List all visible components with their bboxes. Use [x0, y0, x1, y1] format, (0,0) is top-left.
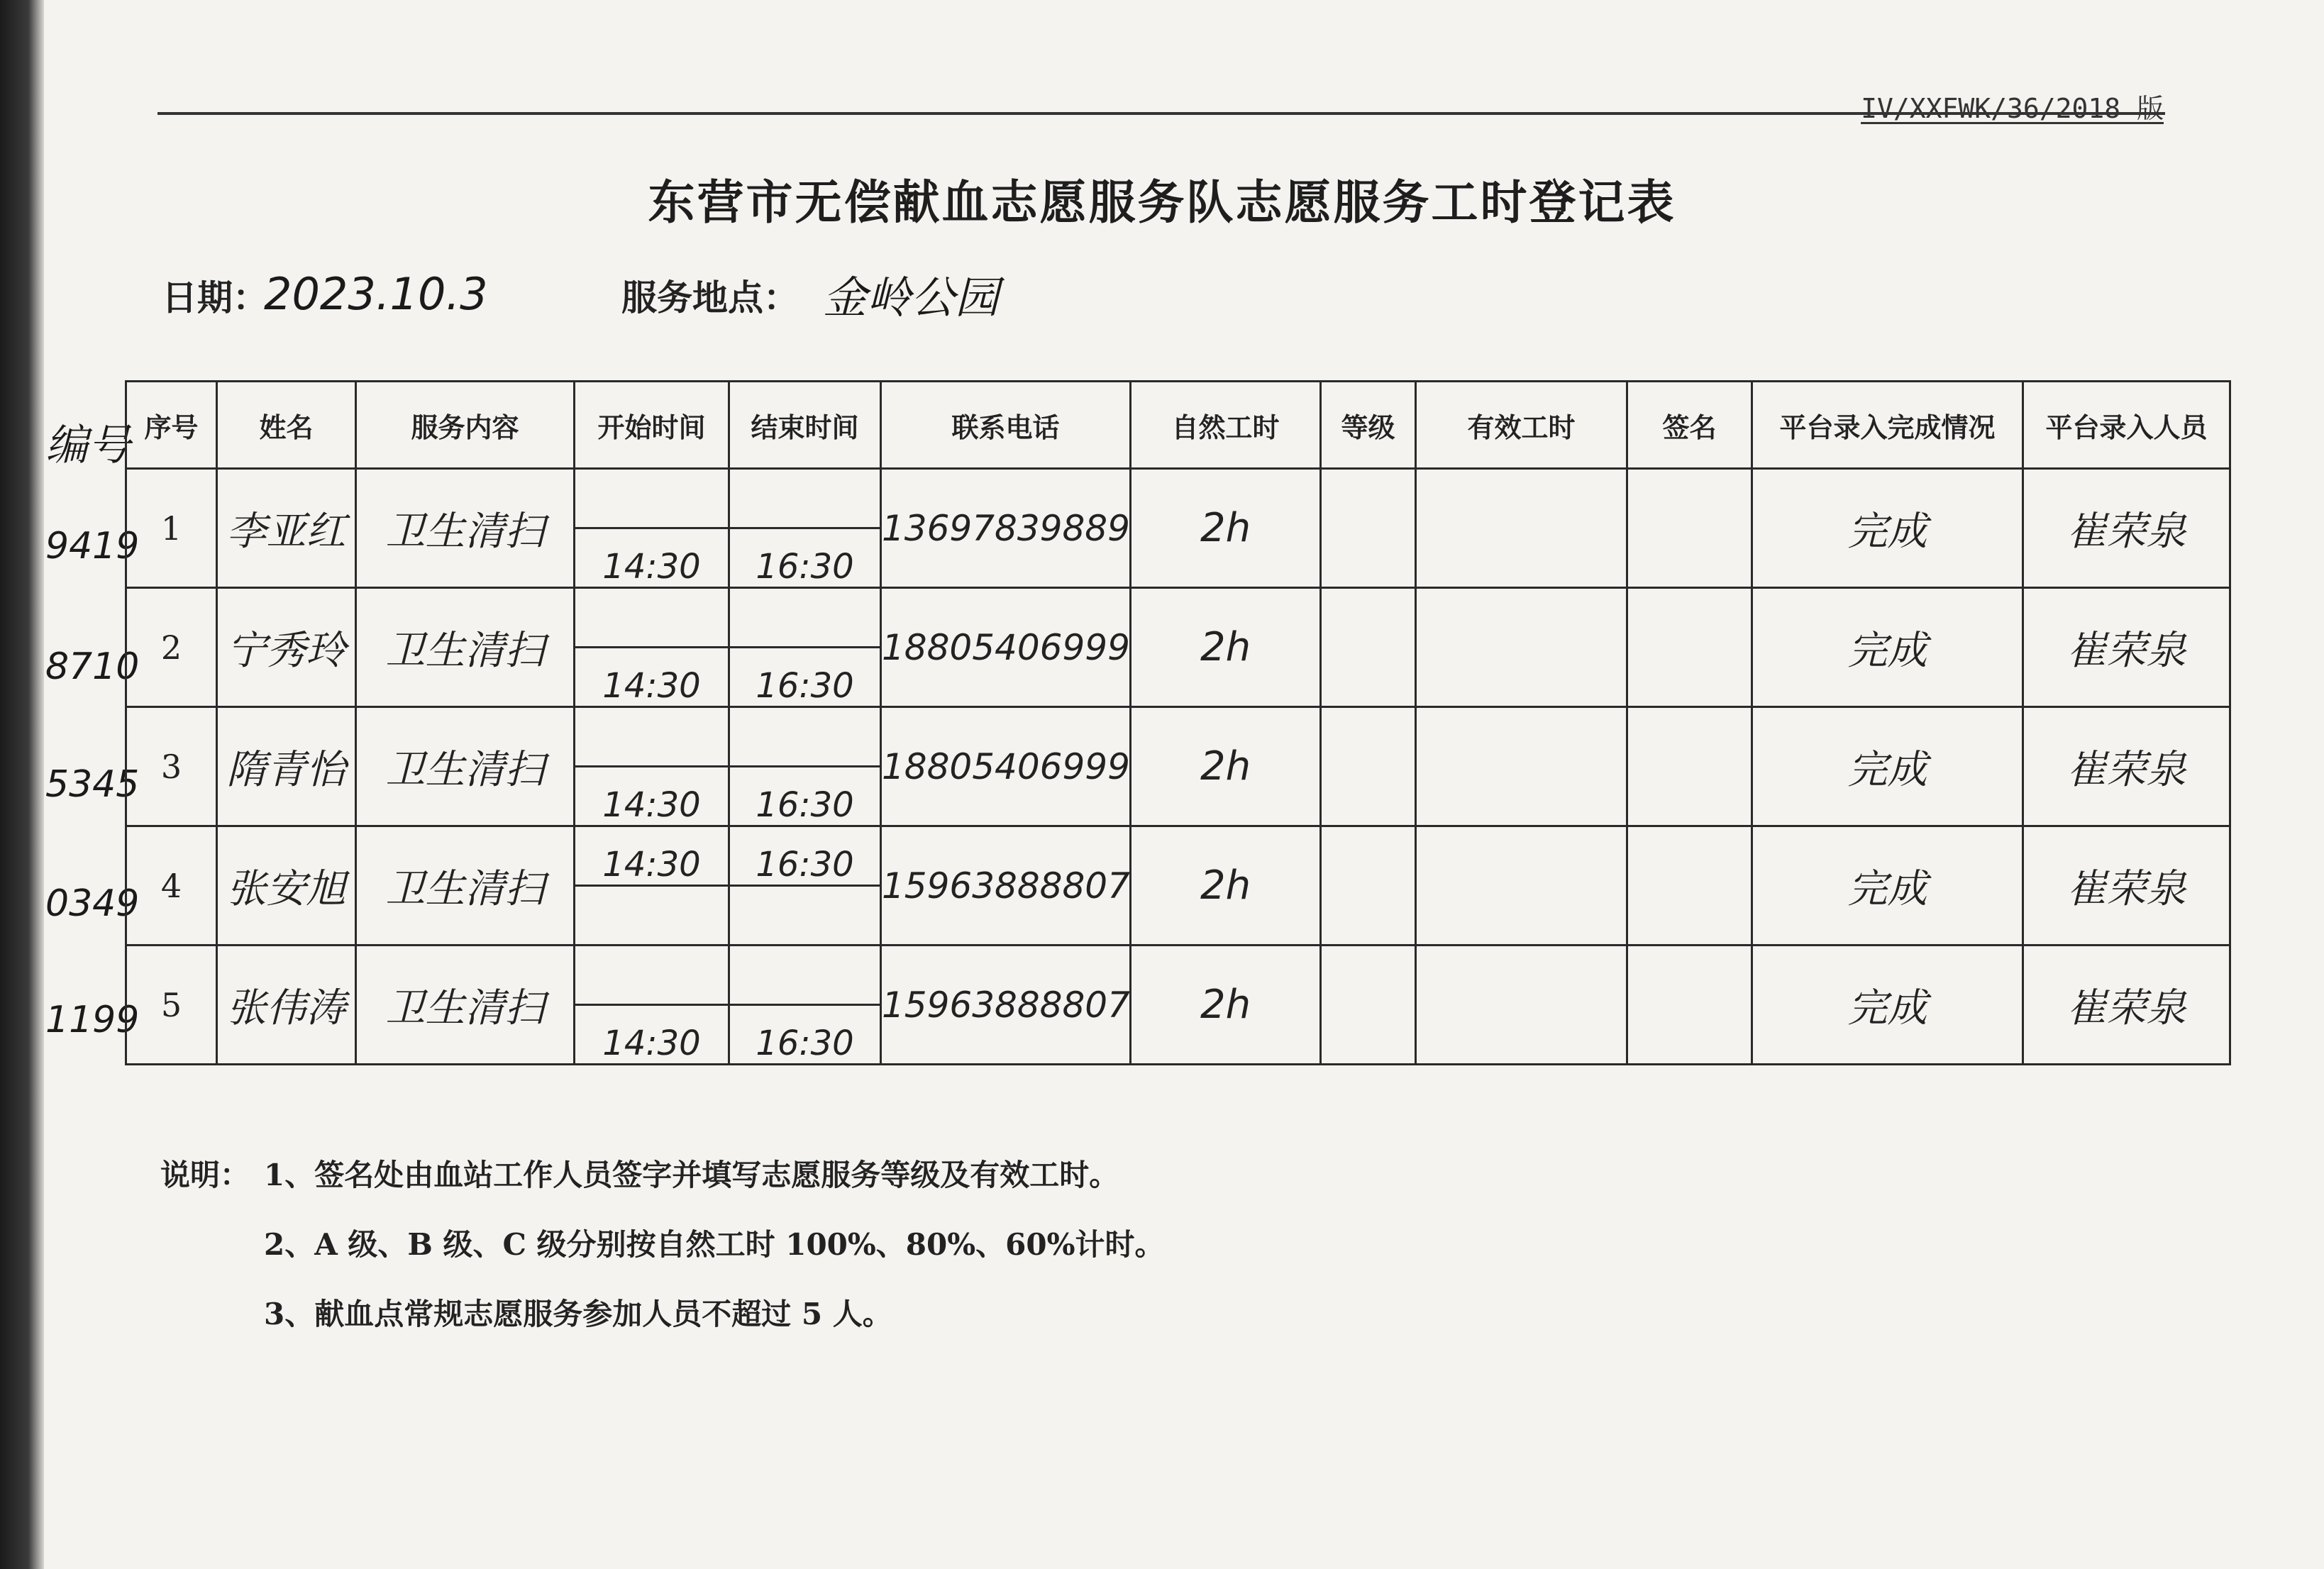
- name-cell: 张伟涛: [217, 946, 356, 1065]
- level-cell: [1321, 707, 1416, 826]
- start-time-cell: 14:30: [575, 826, 729, 886]
- side-code: 9419: [45, 525, 140, 567]
- entry-operator-cell: 崔荣泉: [2023, 588, 2230, 707]
- end-time-cell: 16:30: [729, 528, 881, 588]
- header-cell: 平台录入完成情况: [1752, 382, 2023, 469]
- natural-hours-cell: 2h: [1131, 588, 1321, 707]
- note-item: 2、A 级、B 级、C 级分别按自然工时 100%、80%、60%计时。: [264, 1227, 1165, 1262]
- phone-cell: 15963888807: [881, 946, 1131, 1065]
- name-cell: 李亚红: [217, 469, 356, 588]
- table-row: [126, 469, 2230, 528]
- level-cell: [1321, 469, 1416, 588]
- location-value: 金岭公园: [823, 272, 1000, 323]
- end-time-cell: 16:30: [729, 648, 881, 707]
- effective-hours-cell: [1416, 707, 1627, 826]
- table-row: [126, 707, 2230, 767]
- effective-hours-cell: [1416, 469, 1627, 588]
- header-cell: 联系电话: [881, 382, 1131, 469]
- entry-status-cell: 完成: [1752, 588, 2023, 707]
- phone-cell: 18805406999: [881, 707, 1131, 826]
- scan-edge-shadow: [0, 0, 44, 1569]
- start-time-cell: 14:30: [575, 1005, 729, 1065]
- end-time-upper: [729, 946, 881, 1005]
- phone-cell: 18805406999: [881, 588, 1131, 707]
- header-cell: 服务内容: [356, 382, 575, 469]
- start-time-cell: 14:30: [575, 767, 729, 826]
- seq-cell: 2: [126, 588, 217, 707]
- signature-cell: [1627, 946, 1752, 1065]
- start-time-upper: [575, 946, 729, 1005]
- entry-operator-cell: 崔荣泉: [2023, 707, 2230, 826]
- start-time-cell: 14:30: [575, 528, 729, 588]
- start-time-cell: [575, 886, 729, 946]
- date-value: 2023.10.3: [264, 268, 488, 320]
- end-time-cell: 16:30: [729, 826, 881, 886]
- start-time-upper: [575, 469, 729, 528]
- signature-cell: [1627, 707, 1752, 826]
- header-cell: 签名: [1627, 382, 1752, 469]
- effective-hours-cell: [1416, 946, 1627, 1065]
- signature-cell: [1627, 826, 1752, 946]
- notes-label: 说明：: [160, 1158, 250, 1192]
- entry-status-cell: 完成: [1752, 946, 2023, 1065]
- effective-hours-cell: [1416, 588, 1627, 707]
- seq-cell: 5: [126, 946, 217, 1065]
- location-label: 服务地点：: [621, 277, 799, 318]
- signature-cell: [1627, 469, 1752, 588]
- seq-cell: 4: [126, 826, 217, 946]
- header-rule: [157, 112, 2165, 115]
- seq-cell: 3: [126, 707, 217, 826]
- note-item: 1、签名处由血站工作人员签字并填写志愿服务等级及有效工时。: [264, 1158, 1119, 1192]
- entry-operator-cell: 崔荣泉: [2023, 826, 2230, 946]
- date-label: 日期：: [162, 277, 268, 318]
- phone-cell: 15963888807: [881, 826, 1131, 946]
- entry-operator-cell: 崔荣泉: [2023, 946, 2230, 1065]
- start-time-upper: [575, 707, 729, 767]
- entry-status-cell: 完成: [1752, 469, 2023, 588]
- table-row: [126, 946, 2230, 1005]
- natural-hours-cell: 2h: [1131, 707, 1321, 826]
- end-time-cell: [729, 886, 881, 946]
- note-item: 3、献血点常规志愿服务参加人员不超过 5 人。: [264, 1297, 892, 1331]
- header-cell: 序号: [126, 382, 217, 469]
- level-cell: [1321, 826, 1416, 946]
- content-cell: 卫生清扫: [356, 946, 575, 1065]
- header-cell: 结束时间: [729, 382, 881, 469]
- table-row: [126, 588, 2230, 648]
- header-cell: 平台录入人员: [2023, 382, 2230, 469]
- end-time-cell: 16:30: [729, 1005, 881, 1065]
- side-code: 0349: [45, 882, 140, 925]
- name-cell: 张安旭: [217, 826, 356, 946]
- table-row: [126, 826, 2230, 886]
- table-header-row: [126, 382, 2230, 469]
- side-code: 1199: [45, 999, 140, 1041]
- side-code-header: 编号: [45, 421, 131, 470]
- entry-status-cell: 完成: [1752, 707, 2023, 826]
- content-cell: 卫生清扫: [356, 469, 575, 588]
- document-code: IV/XXFWK/36/2018 版: [1861, 93, 2164, 124]
- end-time-cell: 16:30: [729, 767, 881, 826]
- natural-hours-cell: 2h: [1131, 469, 1321, 588]
- form-title: 东营市无偿献血志愿服务队志愿服务工时登记表: [648, 174, 1676, 230]
- name-cell: 隋青怡: [217, 707, 356, 826]
- effective-hours-cell: [1416, 826, 1627, 946]
- header-cell: 开始时间: [575, 382, 729, 469]
- end-time-upper: [729, 588, 881, 648]
- level-cell: [1321, 588, 1416, 707]
- end-time-upper: [729, 469, 881, 528]
- natural-hours-cell: 2h: [1131, 946, 1321, 1065]
- phone-cell: 13697839889: [881, 469, 1131, 588]
- name-cell: 宁秀玲: [217, 588, 356, 707]
- content-cell: 卫生清扫: [356, 588, 575, 707]
- start-time-upper: [575, 588, 729, 648]
- service-hours-table: [125, 380, 2231, 1065]
- header-cell: 自然工时: [1131, 382, 1321, 469]
- header-cell: 姓名: [217, 382, 356, 469]
- entry-operator-cell: 崔荣泉: [2023, 469, 2230, 588]
- content-cell: 卫生清扫: [356, 707, 575, 826]
- natural-hours-cell: 2h: [1131, 826, 1321, 946]
- level-cell: [1321, 946, 1416, 1065]
- side-code: 8710: [45, 645, 140, 688]
- side-code: 5345: [45, 763, 140, 806]
- end-time-upper: [729, 707, 881, 767]
- content-cell: 卫生清扫: [356, 826, 575, 946]
- header-cell: 等级: [1321, 382, 1416, 469]
- start-time-cell: 14:30: [575, 648, 729, 707]
- seq-cell: 1: [126, 469, 217, 588]
- signature-cell: [1627, 588, 1752, 707]
- entry-status-cell: 完成: [1752, 826, 2023, 946]
- header-cell: 有效工时: [1416, 382, 1627, 469]
